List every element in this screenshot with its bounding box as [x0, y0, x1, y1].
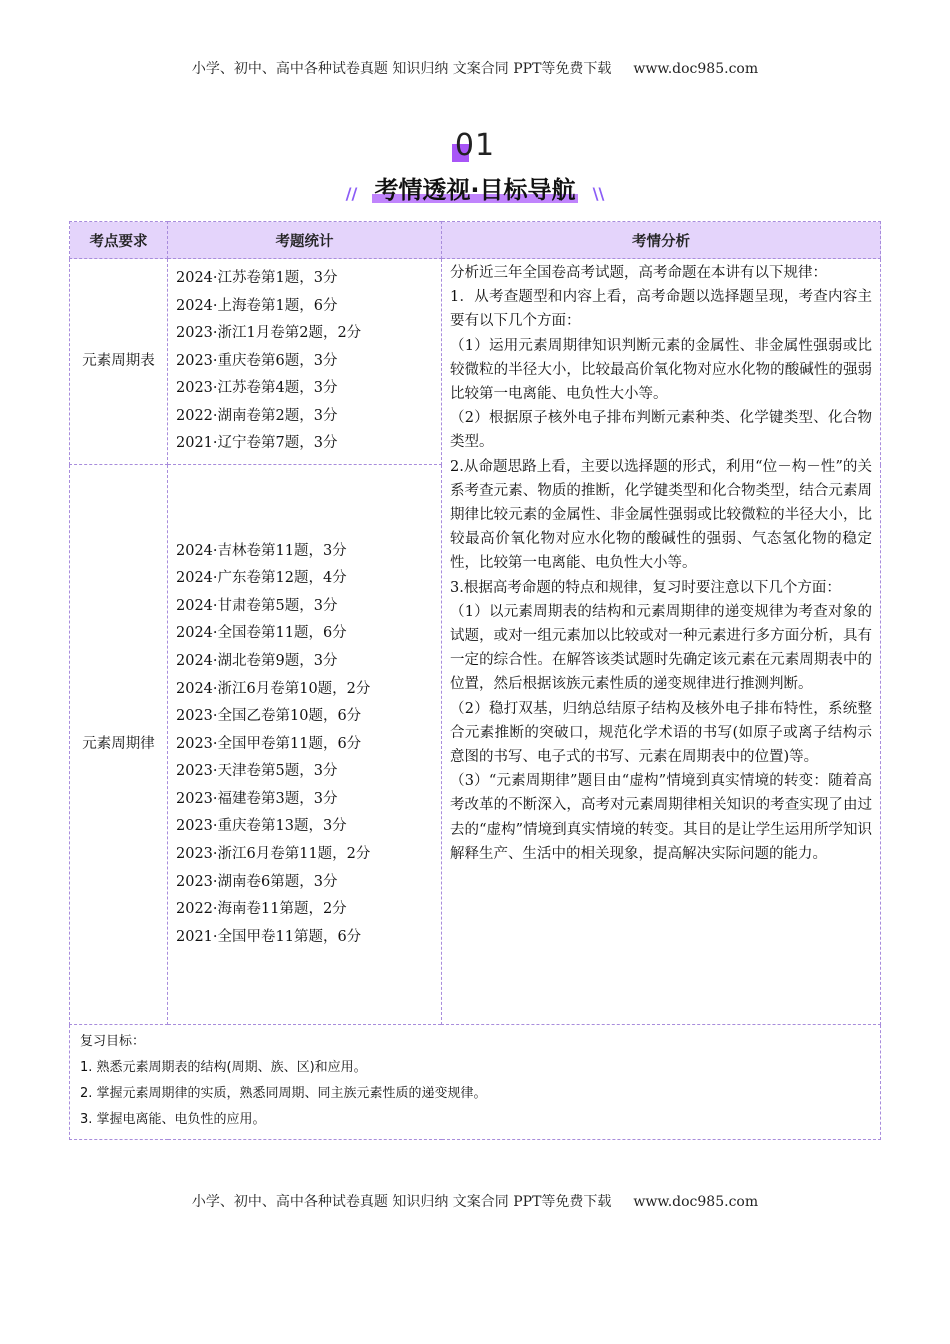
stat-item: 2023·天津卷第5题，3分	[176, 763, 338, 780]
footer-url[interactable]: www.doc985.com	[633, 1194, 759, 1210]
stat-item: 2024·广东卷第12题，4分	[176, 570, 347, 587]
goal-item: 3. 掌握电离能、电负性的应用。	[80, 1112, 266, 1127]
header-url[interactable]: www.doc985.com	[633, 61, 759, 77]
analysis-paragraph: （3）“元素周期律”题目由“虚构”情境到真实情境的转变：随着高考改革的不断深入，高考对元素周期律相关知识的考查实现了由过去的“虚构”情境到真实情境的转变。其目的是让学生运用所学知识解释生产、生活中的相关现象，提高解决实际问题的能力。	[450, 773, 872, 862]
stat-item: 2022·海南卷11第题，2分	[176, 901, 347, 918]
stat-item: 2024·湖北卷第9题，3分	[176, 652, 338, 669]
page-header	[0, 58, 950, 78]
analysis-paragraph: 分析近三年全国卷高考试题，高考命题在本讲有以下规律：	[450, 265, 827, 281]
analysis-paragraph: 2.从命题思路上看，主要以选择题的形式，利用“位－构－性”的关系考查元素、物质的推断，化学键类型和化合物类型，结合元素周期律比较元素的金属性、非金属性强弱或比较微粒的半径大小，比较最高价氧化物对应水化物的酸碱性的强弱、气态氢化物的稳定性，比较第一电离能、电负性大小等。	[450, 458, 872, 572]
stat-item: 2024·浙江6月卷第10题，2分	[176, 680, 371, 697]
section-number: 01	[454, 128, 496, 163]
goals-row	[70, 1025, 881, 1140]
stat-item: 2023·全国甲卷第11题，6分	[176, 735, 362, 752]
goal-item: 1. 熟悉元素周期表的结构(周期、族、区)和应用。	[80, 1060, 367, 1075]
stat-item: 2023·浙江1月卷第2题，2分	[176, 325, 362, 342]
point-periodic-law: 元素周期律	[70, 465, 168, 1025]
col-header-analysis: 考情分析	[442, 222, 881, 259]
stat-item: 2023·全国乙卷第10题，6分	[176, 708, 362, 725]
col-header-stats: 考题统计	[168, 222, 442, 259]
footer-text: 小学、初中、高中各种试卷真题 知识归纳 文案合同 PPT等免费下载	[191, 1194, 612, 1210]
stat-item: 2024·江苏卷第1题，3分	[176, 269, 338, 286]
stat-item: 2024·吉林卷第11题，3分	[176, 542, 347, 559]
analysis-paragraph: 3.根据高考命题的特点和规律，复习时要注意以下几个方面：	[450, 579, 841, 596]
analysis-cell	[442, 259, 881, 1025]
slash-left-icon: //	[345, 184, 358, 203]
section-title-wrap	[0, 170, 950, 205]
stat-item: 2021·辽宁卷第7题，3分	[176, 435, 338, 452]
analysis-paragraph: 1．从考查题型和内容上看，高考命题以选择题呈现，考查内容主要有以下几个方面：	[450, 289, 872, 330]
analysis-paragraph: （2）稳打双基，归纳总结原子结构及核外电子排布特性，系统整合元素推断的突破口，规范化学术语的书写(如原子或离子结构示意图的书写、电子式的书写、元素在周期表中的位置)等。	[450, 700, 872, 766]
section-number-wrap	[0, 128, 950, 163]
table-header-row	[70, 222, 881, 259]
stat-item: 2023·浙江6月卷第11题，2分	[176, 846, 371, 863]
stat-item: 2023·福建卷第3题，3分	[176, 790, 338, 807]
stat-item: 2023·重庆卷第13题，3分	[176, 818, 347, 835]
page-footer	[0, 1191, 950, 1211]
slash-right-icon: \\	[592, 184, 605, 203]
goal-item: 2. 掌握元素周期律的实质，熟悉同周期、同主族元素性质的递变规律。	[80, 1086, 487, 1101]
stat-item: 2023·重庆卷第6题，3分	[176, 352, 338, 369]
stat-item: 2023·江苏卷第4题，3分	[176, 380, 338, 397]
review-goals	[70, 1025, 881, 1140]
goals-title: 复习目标：	[80, 1034, 146, 1049]
analysis-paragraph: （1）以元素周期表的结构和元素周期律的递变规律为考查对象的试题，或对一组元素加以比较或对一种元素进行多方面分析，具有一定的综合性。在解答该类试题时先确定该元素在元素周期表中的位置，然后根据该族元素性质的递变规律进行推测判断。	[450, 603, 872, 693]
point-periodic-table: 元素周期表	[70, 259, 168, 465]
header-text: 小学、初中、高中各种试卷真题 知识归纳 文案合同 PPT等免费下载	[191, 61, 612, 77]
table-row	[70, 259, 881, 465]
col-header-point: 考点要求	[70, 222, 168, 259]
stat-item: 2022·湖南卷第2题，3分	[176, 407, 338, 424]
stats-periodic-table	[168, 259, 442, 465]
stats-periodic-law	[168, 465, 442, 1025]
analysis-paragraph: （2）根据原子核外电子排布判断元素种类、化学键类型、化合物类型。	[450, 410, 872, 451]
stat-item: 2021·全国甲卷11第题，6分	[176, 928, 362, 945]
stat-item: 2023·湖南卷6第题，3分	[176, 873, 338, 890]
exam-analysis-table	[69, 221, 881, 1140]
stat-item: 2024·上海卷第1题，6分	[176, 297, 338, 314]
stat-item: 2024·全国卷第11题，6分	[176, 625, 347, 642]
analysis-paragraph: （1）运用元素周期律知识判断元素的金属性、非金属性强弱或比较微粒的半径大小，比较最高价氧化物对应水化物的酸碱性的强弱比较第一电离能、电负性大小等。	[450, 337, 872, 403]
section-title-text: 考情透视·目标导航	[374, 176, 576, 204]
section-title	[368, 170, 581, 205]
stat-item: 2024·甘肃卷第5题，3分	[176, 597, 338, 614]
